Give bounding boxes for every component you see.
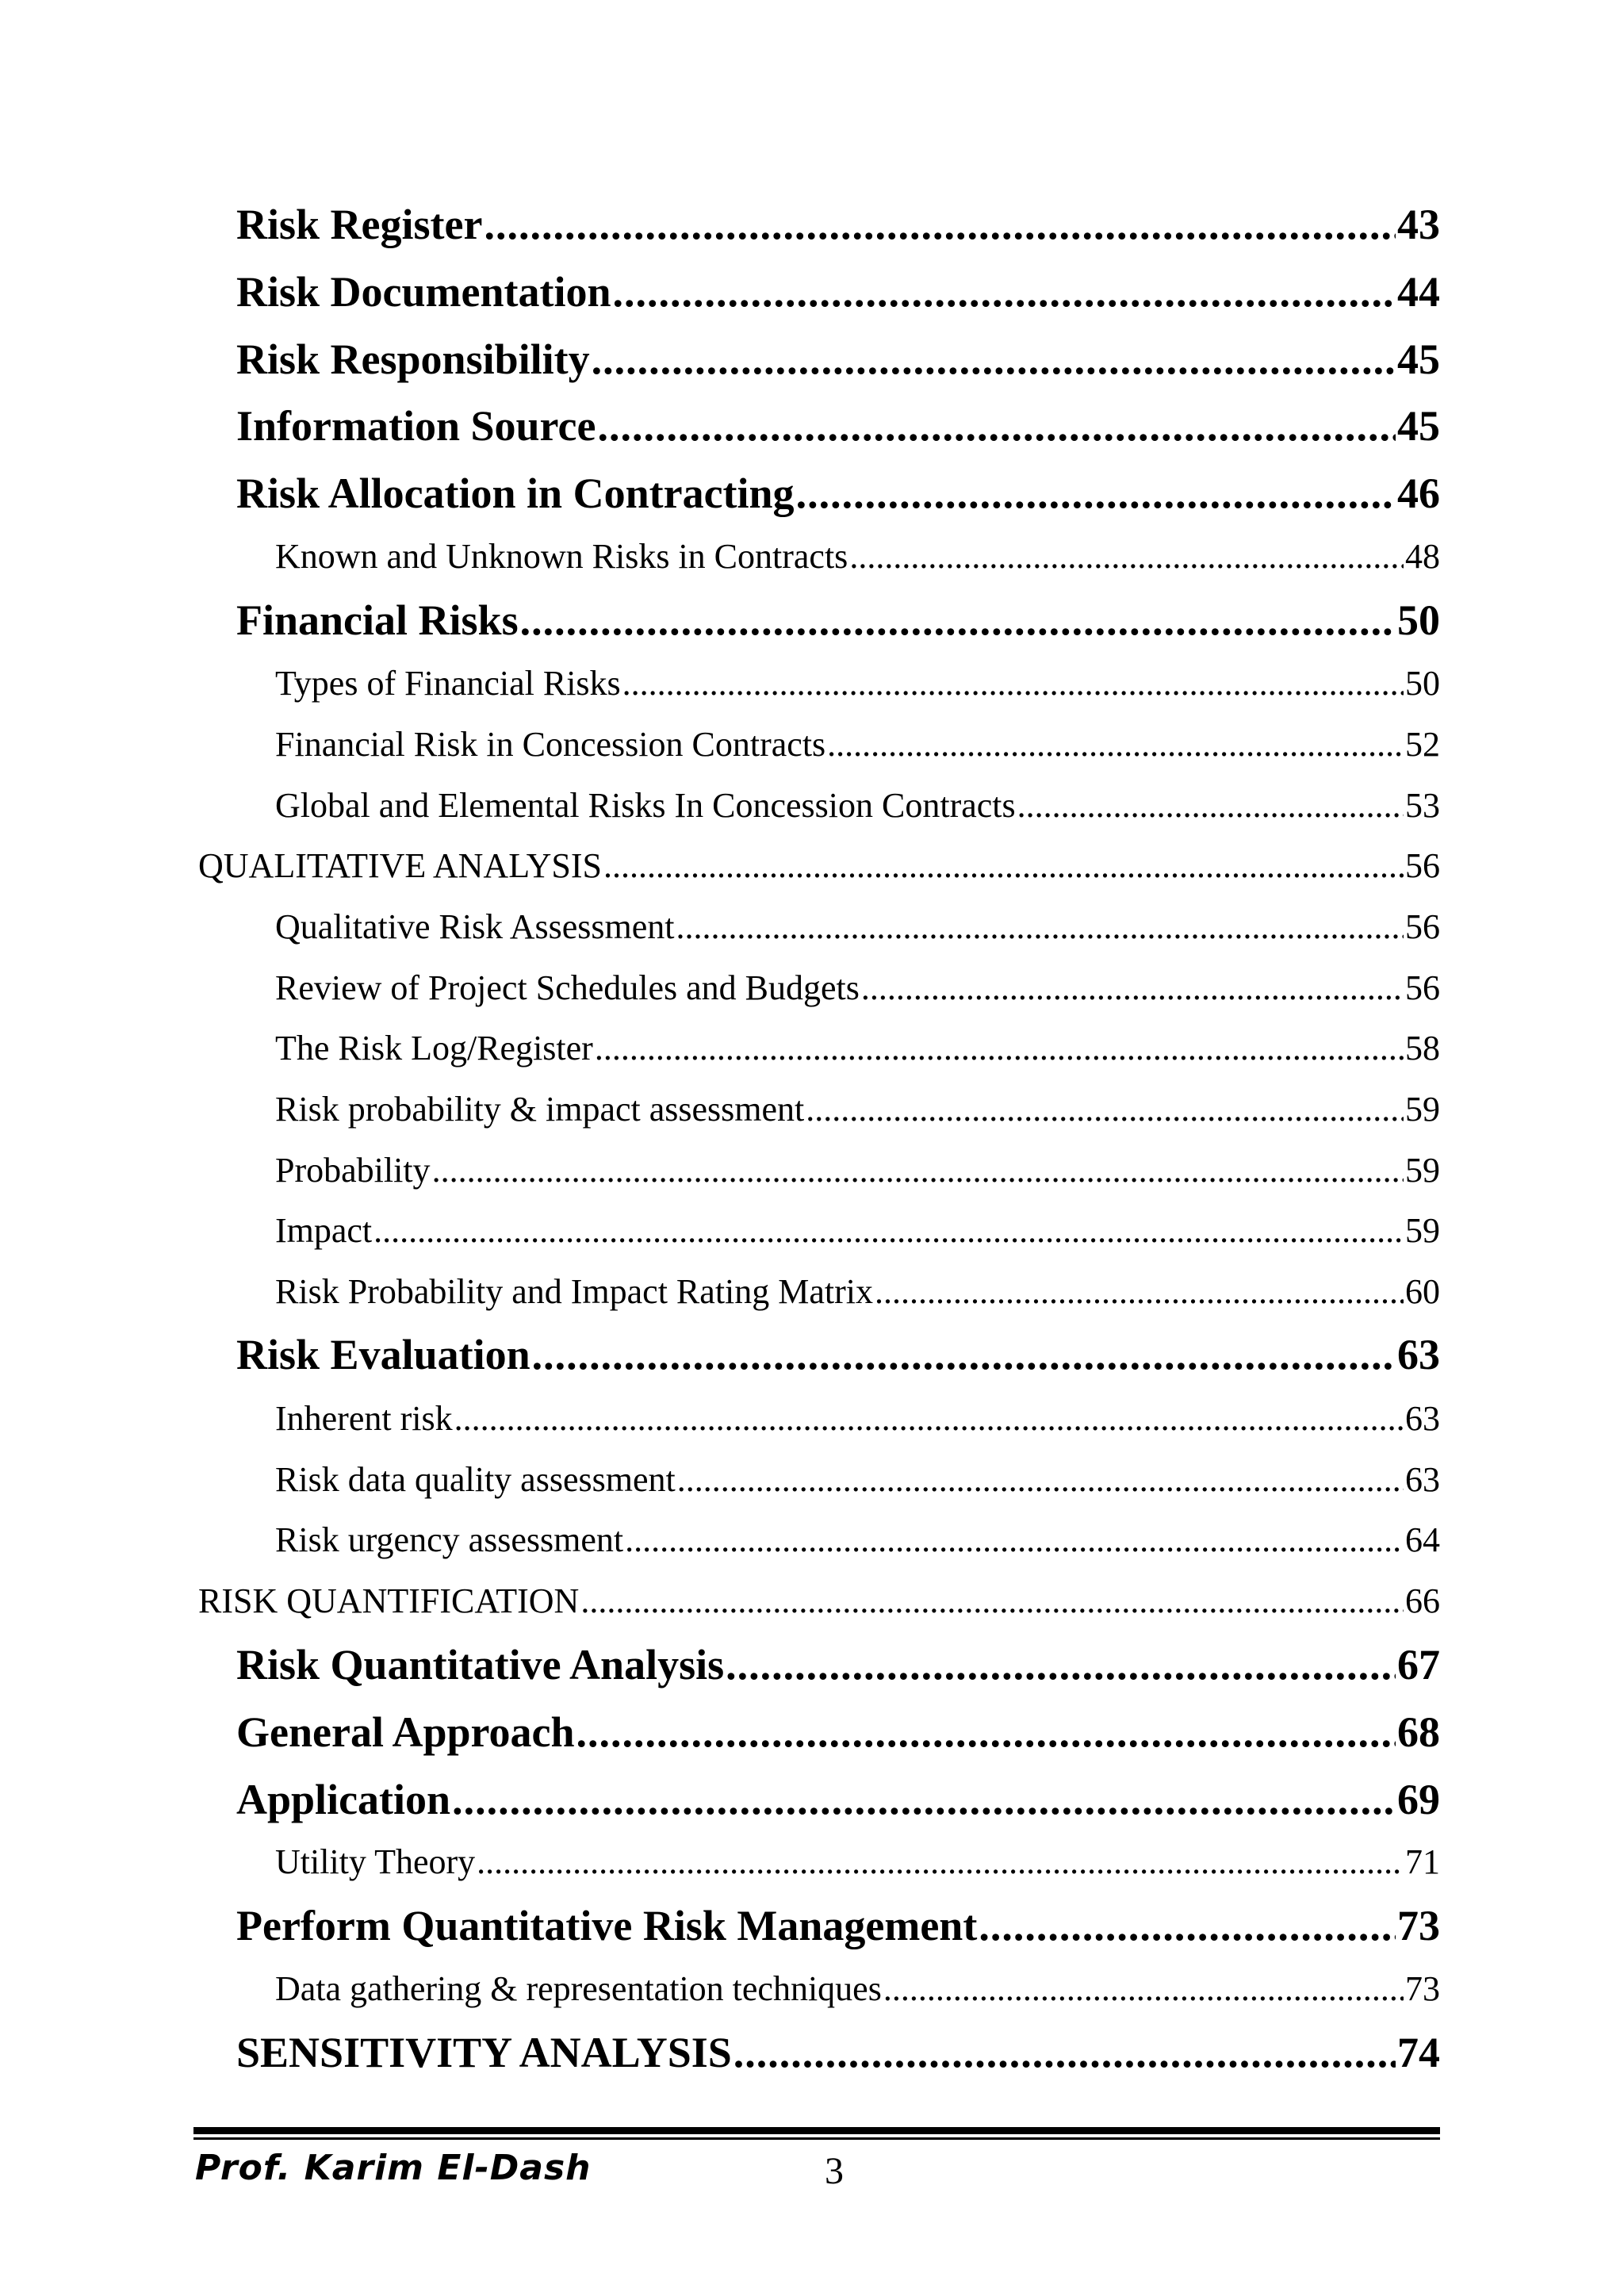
toc-entry-title: Risk Quantitative Analysis — [236, 1641, 725, 1688]
toc-entry-title: Types of Financial Risks — [275, 664, 621, 703]
toc-entry[interactable] — [0, 1965, 1440, 2013]
toc-entry-title: SENSITIVITY ANALYSIS — [236, 2029, 732, 2076]
toc-leader — [592, 332, 1396, 387]
toc-entry[interactable] — [0, 2025, 1440, 2080]
toc-entry-title: Risk probability & impact assessment — [275, 1090, 805, 1129]
toc-entry-title: Risk Evaluation — [236, 1331, 530, 1378]
toc-leader — [373, 1207, 1404, 1255]
toc-entry-title: Qualitative Risk Assessment — [275, 907, 675, 946]
toc-leader — [676, 903, 1404, 951]
toc-entry-page: 43 — [1397, 201, 1440, 248]
toc-entry[interactable] — [0, 466, 1440, 521]
toc-entry-page: 69 — [1397, 1776, 1440, 1823]
toc-entry[interactable] — [0, 1772, 1440, 1827]
toc-entry-title: Global and Elemental Risks In Concession Contracts — [275, 786, 1016, 825]
toc-entry-page: 60 — [1405, 1272, 1440, 1311]
toc-entry-title: Review of Project Schedules and Budgets — [275, 968, 860, 1007]
toc-entry-title: Utility Theory — [275, 1842, 476, 1881]
toc-entry-page: 59 — [1405, 1211, 1440, 1250]
toc-entry-title: Financial Risks — [236, 596, 519, 644]
toc-leader — [677, 1456, 1404, 1504]
toc-entry-title: QUALITATIVE ANALYSIS — [198, 846, 603, 885]
toc-entry[interactable] — [0, 964, 1440, 1012]
toc-entry-page: 48 — [1405, 537, 1440, 576]
toc-entry[interactable] — [0, 197, 1440, 252]
toc-leader — [432, 1147, 1404, 1194]
toc-entry-page: 56 — [1405, 907, 1440, 946]
toc-entry[interactable] — [0, 1838, 1440, 1886]
toc-entry-page: 45 — [1397, 402, 1440, 450]
toc-entry-page: 56 — [1405, 968, 1440, 1007]
toc-entry-title: Risk Documentation — [236, 268, 611, 316]
toc-leader — [625, 1516, 1404, 1564]
toc-leader — [576, 1704, 1396, 1760]
toc-entry-page: 59 — [1405, 1151, 1440, 1190]
toc-entry[interactable] — [0, 1086, 1440, 1133]
toc-entry-title: Risk Probability and Impact Rating Matrix — [275, 1272, 874, 1311]
toc-leader — [532, 1327, 1396, 1382]
toc-leader — [733, 2025, 1396, 2080]
toc-entry[interactable] — [0, 398, 1440, 454]
toc-entry[interactable] — [0, 332, 1440, 387]
toc-entry[interactable] — [0, 1456, 1440, 1504]
toc-leader — [598, 398, 1396, 454]
toc-entry-title: Risk urgency assessment — [275, 1520, 624, 1559]
toc-entry-page: 73 — [1405, 1969, 1440, 2008]
toc-entry[interactable] — [0, 1025, 1440, 1072]
footer-rule — [193, 2127, 1440, 2134]
toc-entry-page: 58 — [1405, 1029, 1440, 1068]
toc-entry-title: Application — [236, 1776, 451, 1823]
toc-leader — [520, 592, 1396, 648]
toc-leader — [979, 1898, 1396, 1953]
toc-leader — [452, 1772, 1396, 1827]
toc-entry[interactable] — [0, 1207, 1440, 1255]
toc-entry[interactable] — [0, 1147, 1440, 1194]
toc-entry[interactable] — [0, 533, 1440, 581]
toc-leader — [477, 1838, 1404, 1886]
toc-entry-page: 73 — [1397, 1902, 1440, 1949]
toc-entry-page: 71 — [1405, 1842, 1440, 1881]
toc-entry[interactable] — [0, 1704, 1440, 1760]
toc-entry[interactable] — [0, 264, 1440, 320]
toc-entry-title: Data gathering & representation techniques — [275, 1969, 882, 2008]
toc-leader — [849, 533, 1404, 581]
toc-leader — [622, 660, 1404, 707]
toc-entry-page: 59 — [1405, 1090, 1440, 1129]
toc-entry-page: 44 — [1397, 268, 1440, 316]
toc-entry-page: 63 — [1397, 1331, 1440, 1378]
toc-entry-page: 67 — [1397, 1641, 1440, 1688]
toc-entry-title: Information Source — [236, 402, 596, 450]
toc-entry-title: Risk Responsibility — [236, 335, 590, 383]
toc-entry[interactable] — [0, 1516, 1440, 1564]
toc-leader — [875, 1268, 1404, 1316]
toc-leader — [726, 1637, 1396, 1692]
toc-leader — [454, 1395, 1404, 1443]
toc-entry[interactable] — [0, 903, 1440, 951]
toc-leader — [796, 466, 1396, 521]
toc-entry-page: 52 — [1405, 725, 1440, 764]
toc-entry-title: RISK QUANTIFICATION — [198, 1581, 580, 1620]
toc-leader — [580, 1577, 1404, 1625]
toc-entry-page: 50 — [1405, 664, 1440, 703]
toc-entry[interactable] — [0, 592, 1440, 648]
toc-leader — [883, 1965, 1404, 2013]
toc-entry-title: General Approach — [236, 1708, 575, 1756]
toc-entry[interactable] — [0, 721, 1440, 769]
toc-leader — [613, 264, 1396, 320]
toc-entry-page: 68 — [1397, 1708, 1440, 1756]
toc-entry-page: 66 — [1405, 1581, 1440, 1620]
toc-entry-page: 63 — [1405, 1460, 1440, 1499]
toc-entry-title: Risk data quality assessment — [275, 1460, 676, 1499]
toc-entry-title: Financial Risk in Concession Contracts — [275, 725, 826, 764]
toc-entry-title: Risk Allocation in Contracting — [236, 470, 795, 517]
toc-entry-page: 45 — [1397, 335, 1440, 383]
toc-entry-title: Inherent risk — [275, 1399, 453, 1438]
toc-entry[interactable] — [0, 660, 1440, 707]
toc-entry[interactable] — [0, 842, 1440, 890]
toc-entry-title: Perform Quantitative Risk Management — [236, 1902, 978, 1949]
toc-entry-title: Probability — [275, 1151, 431, 1190]
toc-entry[interactable] — [0, 1577, 1440, 1625]
footer-rule-thin — [193, 2137, 1440, 2140]
toc-entry[interactable] — [0, 1268, 1440, 1316]
toc-entry[interactable] — [0, 1395, 1440, 1443]
toc-leader — [827, 721, 1404, 769]
toc-entry[interactable] — [0, 782, 1440, 830]
toc-entry-title: Impact — [275, 1211, 373, 1250]
toc-entry-page: 46 — [1397, 470, 1440, 517]
toc-leader — [861, 964, 1404, 1012]
toc-entry-page: 63 — [1405, 1399, 1440, 1438]
toc-entry-page: 56 — [1405, 846, 1440, 885]
toc-leader — [484, 197, 1396, 252]
toc-leader — [595, 1025, 1404, 1072]
footer-author: Prof. Karim El-Dash — [195, 2148, 592, 2188]
toc-entry[interactable] — [0, 1327, 1440, 1382]
toc-entry[interactable] — [0, 1898, 1440, 1953]
toc-entry-title: Risk Register — [236, 201, 483, 248]
toc-entry-page: 74 — [1397, 2029, 1440, 2076]
toc-entry[interactable] — [0, 1637, 1440, 1692]
toc-leader — [603, 842, 1404, 890]
toc-leader — [1017, 782, 1404, 830]
toc-leader — [806, 1086, 1404, 1133]
toc-entry-page: 50 — [1397, 596, 1440, 644]
toc-entry-title: The Risk Log/Register — [275, 1029, 593, 1068]
toc-entry-page: 64 — [1405, 1520, 1440, 1559]
toc-entry-title: Known and Unknown Risks in Contracts — [275, 537, 848, 576]
page-number: 3 — [825, 2150, 844, 2192]
toc-entry-page: 53 — [1405, 786, 1440, 825]
